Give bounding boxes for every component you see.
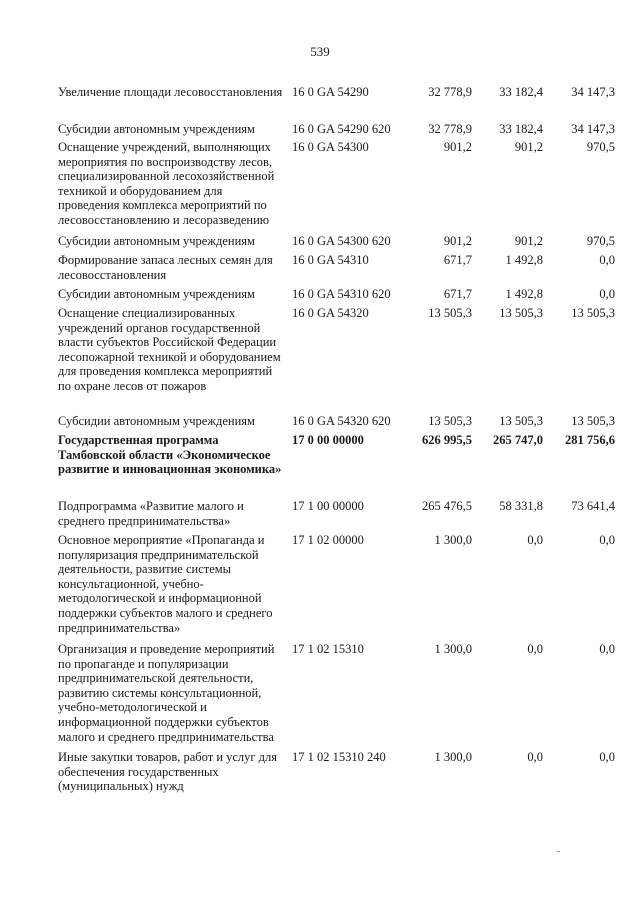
row-code: 16 0 GA 54310	[292, 253, 369, 267]
row-code: 16 0 GA 54320	[292, 306, 369, 320]
row-name: Субсидии автономным учреждениям	[58, 414, 255, 428]
row-value-1: 901,2	[443, 140, 472, 154]
row-code: 17 1 02 15310	[292, 642, 364, 656]
row-name: Иные закупки товаров, работ и услуг для обеспечения государственных (муниципальных) нужд	[58, 750, 278, 794]
row-code: 17 1 02 15310 240	[292, 750, 386, 764]
row-name: Увеличение площади лесовосстановления	[58, 85, 283, 99]
row-value-3: 0,0	[599, 287, 615, 301]
row-value-3: 970,5	[586, 140, 615, 154]
row-value-2: 13 505,3	[499, 414, 543, 428]
row-value-1: 671,7	[443, 287, 472, 301]
row-code: 17 0 00 00000	[292, 433, 364, 447]
row-name: Субсидии автономным учреждениям	[58, 287, 255, 301]
row-value-1: 1 300,0	[434, 533, 472, 547]
row-name: Субсидии автономным учреждениям	[58, 234, 255, 248]
row-code: 17 1 02 00000	[292, 533, 364, 547]
row-value-1: 13 505,3	[428, 306, 472, 320]
row-name: Организация и проведение мероприятий по пропаганде и популяризации предпринимательской деятельности, развитию системы консультационной, учебно-методологической и информационной поддержки субъектов малого и среднего предпринимательства	[58, 642, 275, 744]
row-code: 17 1 00 00000	[292, 499, 364, 513]
row-code: 16 0 GA 54300 620	[292, 234, 391, 248]
row-value-2: 13 505,3	[499, 306, 543, 320]
row-value-1: 13 505,3	[428, 414, 472, 428]
row-value-2: 1 492,8	[505, 287, 543, 301]
row-code: 16 0 GA 54290 620	[292, 122, 391, 136]
row-value-3: 0,0	[599, 750, 615, 764]
row-value-3: 970,5	[586, 234, 615, 248]
row-value-3: 13 505,3	[571, 414, 615, 428]
row-value-2: 0,0	[527, 642, 543, 656]
row-name: Оснащение учреждений, выполняющих мероприятия по воспроизводству лесов, специализированной лесохозяйственной техникой и оборудованием для проведения комплекса мероприятий по лесовосстановлению и лесоразведению	[58, 140, 275, 227]
row-value-1: 265 476,5	[422, 499, 472, 513]
row-value-3: 0,0	[599, 533, 615, 547]
row-value-2: 901,2	[514, 234, 543, 248]
row-name: Формирование запаса лесных семян для лесовосстановления	[58, 253, 273, 282]
row-value-1: 1 300,0	[434, 642, 472, 656]
row-code: 16 0 GA 54320 620	[292, 414, 391, 428]
row-value-2: 1 492,8	[505, 253, 543, 267]
row-name: Государственная программа Тамбовской области «Экономическое развитие и инновационная экономика»	[58, 433, 282, 477]
row-value-2: 58 331,8	[499, 499, 543, 513]
row-value-2: 0,0	[527, 750, 543, 764]
row-name: Субсидии автономным учреждениям	[58, 122, 255, 136]
row-value-1: 626 995,5	[422, 433, 472, 447]
row-value-3: 0,0	[599, 642, 615, 656]
row-value-1: 32 778,9	[428, 122, 472, 136]
row-value-3: 73 641,4	[571, 499, 615, 513]
row-value-3: 0,0	[599, 253, 615, 267]
row-value-2: 33 182,4	[499, 85, 543, 99]
row-value-3: 34 147,3	[571, 122, 615, 136]
row-value-2: 0,0	[527, 533, 543, 547]
row-name: Подпрограмма «Развитие малого и среднего предпринимательства»	[58, 499, 244, 528]
row-name: Оснащение специализированных учреждений органов государственной власти субъектов Российской Федерации лесопожарной техникой и оборудованием для проведения комплекса мероприятий по охране лесов от пожаров	[58, 306, 281, 393]
scan-speck	[557, 851, 560, 852]
row-value-3: 13 505,3	[571, 306, 615, 320]
row-code: 16 0 GA 54310 620	[292, 287, 391, 301]
page-number: 539	[310, 44, 330, 59]
row-name: Основное мероприятие «Пропаганда и популяризация предпринимательской деятельности, развитие системы консультационной, учебно-методологической и информационной поддержки субъектов малого и среднего предпринимательства»	[58, 533, 273, 635]
row-value-3: 34 147,3	[571, 85, 615, 99]
row-value-1: 32 778,9	[428, 85, 472, 99]
row-value-1: 901,2	[443, 234, 472, 248]
row-value-2: 265 747,0	[493, 433, 543, 447]
row-value-2: 901,2	[514, 140, 543, 154]
row-value-1: 671,7	[443, 253, 472, 267]
row-code: 16 0 GA 54300	[292, 140, 369, 154]
row-value-2: 33 182,4	[499, 122, 543, 136]
row-value-1: 1 300,0	[434, 750, 472, 764]
row-value-3: 281 756,6	[565, 433, 615, 447]
row-code: 16 0 GA 54290	[292, 85, 369, 99]
